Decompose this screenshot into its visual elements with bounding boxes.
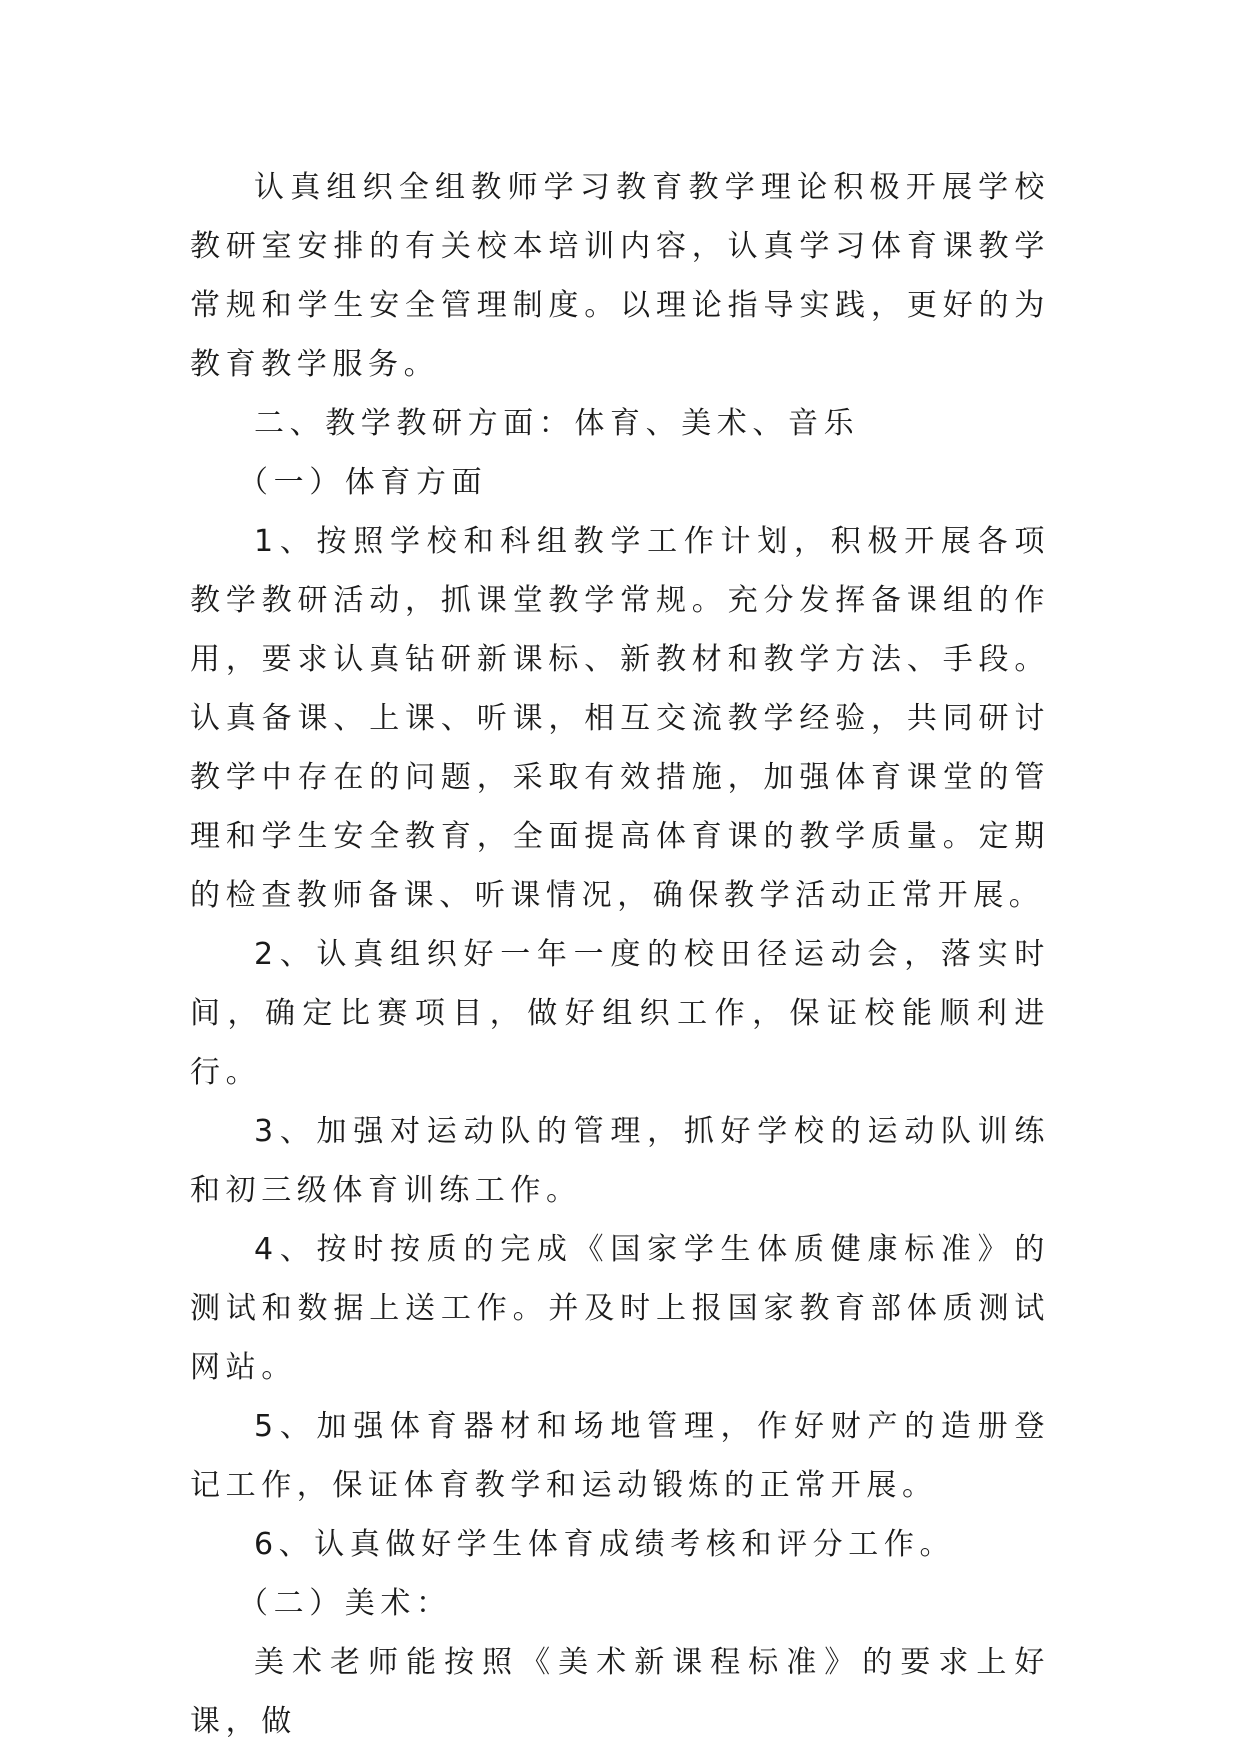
- paragraph-pe-item-6: 6、认真做好学生体育成绩考核和评分工作。: [254, 1527, 956, 1562]
- subsection-heading-pe: （一）体育方面: [238, 465, 488, 500]
- section-heading-teaching-research: 二、教学教研方面：体育、美术、音乐: [254, 406, 860, 441]
- paragraph-pe-item-3: 3、加强对运动队的管理，抓好学校的运动队训练和初三级体育训练工作。: [190, 1114, 1050, 1208]
- paragraph-study-theory: 认真组织全组教师学习教育教学理论积极开展学校教研室安排的有关校本培训内容，认真学习体育课教学常规和学生安全管理制度。以理论指导实践，更好的为教育教学服务。: [190, 170, 1050, 382]
- document-body: [190, 158, 1050, 1751]
- paragraph-pe-item-5: 5、加强体育器材和场地管理，作好财产的造册登记工作，保证体育教学和运动锻炼的正常开展。: [190, 1409, 1050, 1503]
- paragraph-pe-item-2: 2、认真组织好一年一度的校田径运动会，落实时间，确定比赛项目，做好组织工作，保证校能顺利进行。: [190, 937, 1050, 1090]
- paragraph-pe-item-1: 1、按照学校和科组教学工作计划，积极开展各项教学教研活动，抓课堂教学常规。充分发挥备课组的作用，要求认真钻研新课标、新教材和教学方法、手段。认真备课、上课、听课，相互交流教学经验，共同研讨教学中存在的问题，采取有效措施，加强体育课堂的管理和学生安全教育，全面提高体育课的教学质量。定期的检查教师备课、听课情况，确保教学活动正常开展。: [190, 524, 1050, 913]
- subsection-heading-art: （二）美术：: [238, 1586, 452, 1621]
- paragraph-pe-item-4: 4、按时按质的完成《国家学生体质健康标准》的测试和数据上送工作。并及时上报国家教育部体质测试网站。: [190, 1232, 1050, 1385]
- paragraph-art-intro: 美术老师能按照《美术新课程标准》的要求上好课，做: [190, 1645, 1050, 1739]
